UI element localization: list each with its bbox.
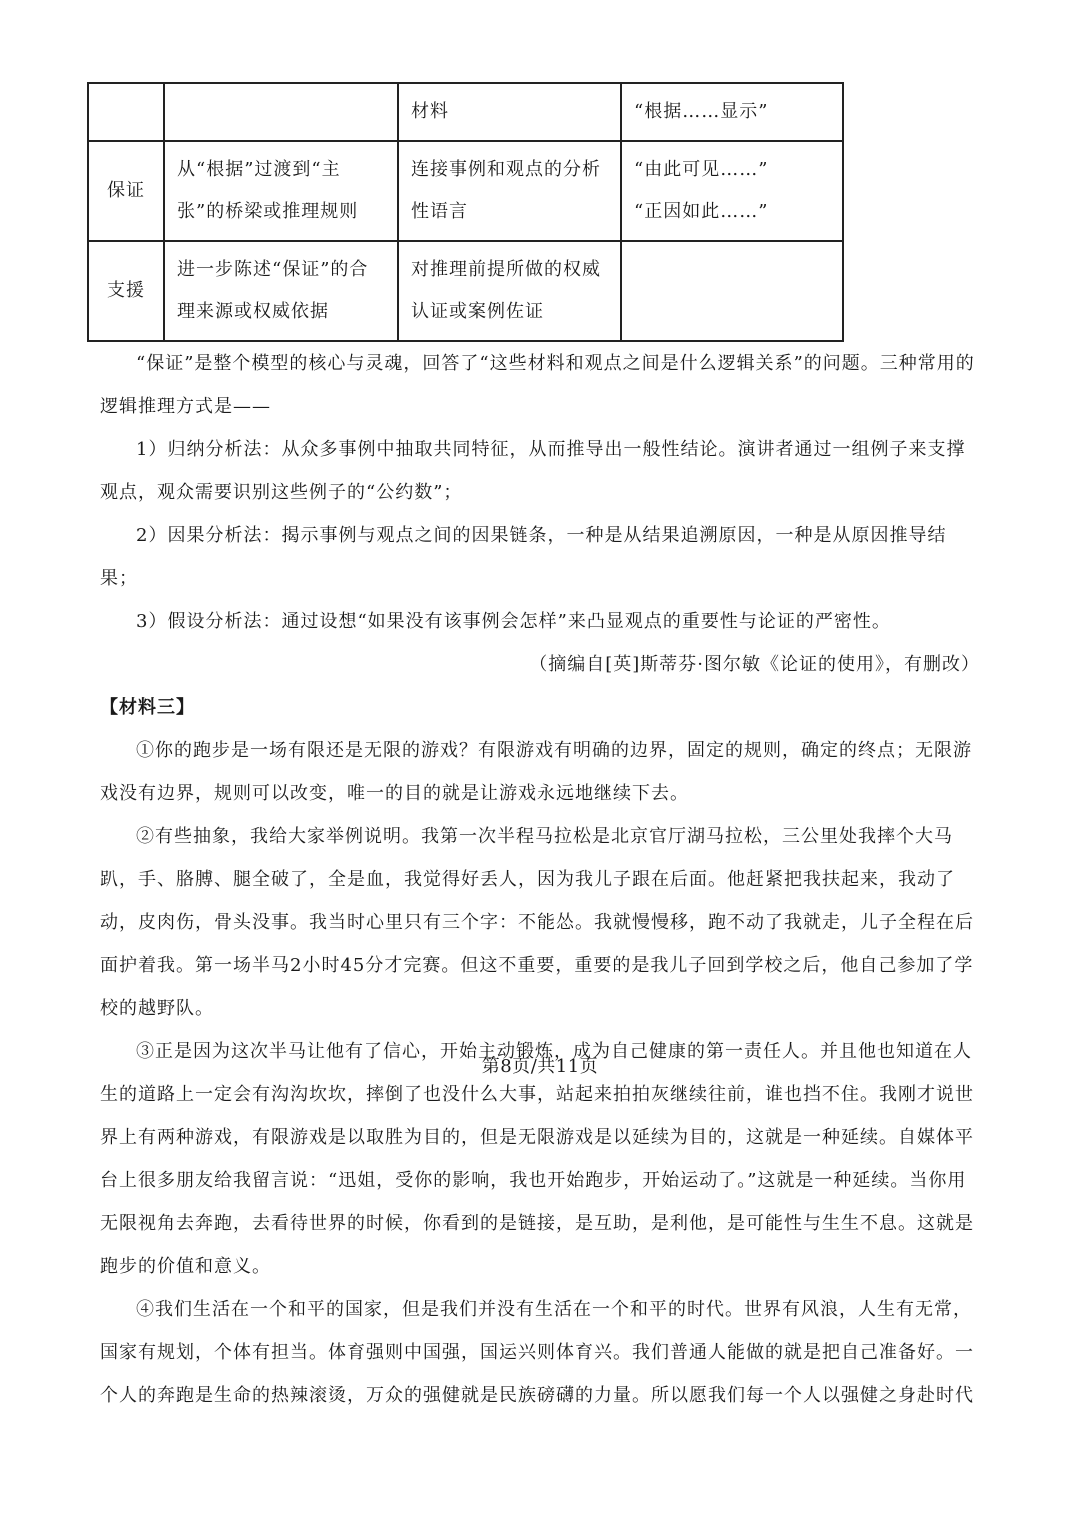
page-number: 第8页/共11页 — [481, 1056, 599, 1077]
cell-line: 从“根据”过渡到“主 — [177, 159, 341, 180]
cell-line: “正因如此……” — [634, 201, 769, 222]
method-item: 2）因果分析法：揭示事例与观点之间的因果链条，一种是从结果追溯原因，一种是从原因推导结果； — [100, 525, 947, 589]
phrases-cell — [621, 241, 843, 341]
definition-cell — [164, 241, 398, 341]
table-row — [88, 141, 843, 241]
method-item: 1）归纳分析法：从众多事例中抽取共同特征，从而推导出一般性结论。演讲者通过一组例子来支撑观点，观众需要识别这些例子的“公约数”； — [100, 439, 966, 503]
source-citation: （摘编自[英]斯蒂芬·图尔敏《论证的使用》，有删改） — [529, 654, 980, 675]
paragraph: ③正是因为这次半马让他有了信心，开始主动锻炼，成为自己健康的第一责任人。并且他也知道在人生的道路上一定会有沟沟坎坎，摔倒了也没什么大事，站起来拍拍灰继续往前，谁也挡不住。我刚才说世界上有两种游戏，有限游戏是以取胜为目的，但是无限游戏是以延续为目的，这就是一种延续。自媒体平台上很多朋友给我留言说：“迅姐，受你的影响，我也开始跑步，开始运动了。”这就是一种延续。当你用无限视角去奔跑，去看待世界的时候，你看到的是链接，是互助，是利他，是可能性与生生不息。这就是跑步的价值和意义。 — [100, 1041, 974, 1277]
table-header-row — [88, 83, 843, 141]
cell-line: 张”的桥梁或推理规则 — [177, 201, 359, 222]
row-label: 支援 — [88, 241, 164, 341]
cell-line: 理来源或权威依据 — [177, 301, 329, 322]
cell-line: “由此可见……” — [634, 159, 769, 180]
paragraph: ④我们生活在一个和平的国家，但是我们并没有生活在一个和平的时代。世界有风浪，人生有无常，国家有规划，个体有担当。体育强则中国强，国运兴则体育兴。我们普通人能做的就是把自己准备好。一个人的奔跑是生命的热辣滚烫，万众的强健就是民族磅礴的力量。所以愿我们每一个人以强健之身赴时代 — [100, 1299, 974, 1406]
phrases-cell — [621, 141, 843, 241]
intro-paragraph: “保证”是整个模型的核心与灵魂，回答了“这些材料和观点之间是什么逻辑关系”的问题。三种常用的逻辑推理方式是—— — [100, 353, 975, 417]
cell-line: 进一步陈述“保证”的合 — [177, 259, 369, 280]
table-header-cell: 材料 — [398, 83, 621, 141]
paragraph: ②有些抽象，我给大家举例说明。我第一次半程马拉松是北京官厅湖马拉松，三公里处我摔个大马趴，手、胳膊、腿全破了，全是血，我觉得好丢人，因为我儿子跟在后面。他赶紧把我扶起来，我动了动，皮肉伤，骨头没事。我当时心里只有三个字：不能怂。我就慢慢移，跑不动了我就走，儿子全程在后面护着我。第一场半马2小时45分才完赛。但这不重要，重要的是我儿子回到学校之后，他自己参加了学校的越野队。 — [100, 826, 974, 1019]
definition-cell — [164, 141, 398, 241]
section-heading: 【材料三】 — [100, 697, 195, 718]
table-row — [88, 241, 843, 341]
row-label: 保证 — [88, 141, 164, 241]
material-cell — [398, 241, 621, 341]
table-header-cell — [88, 83, 164, 141]
method-item: 3）假设分析法：通过设想“如果没有该事例会怎样”来凸显观点的重要性与论证的严密性。 — [136, 611, 891, 632]
paragraph: ①你的跑步是一场有限还是无限的游戏？有限游戏有明确的边界，固定的规则，确定的终点；无限游戏没有边界，规则可以改变，唯一的目的就是让游戏永远地继续下去。 — [100, 740, 972, 804]
table-header-cell: “根据……显示” — [621, 83, 843, 141]
cell-line: 对推理前提所做的权威 — [411, 259, 601, 280]
cell-line: 认证或案例佐证 — [411, 301, 544, 322]
cell-line: 性语言 — [411, 201, 468, 222]
body-text — [100, 342, 980, 1417]
table-header-cell — [164, 83, 398, 141]
cell-line: 连接事例和观点的分析 — [411, 159, 601, 180]
material-cell — [398, 141, 621, 241]
toulmin-model-table — [87, 82, 844, 342]
